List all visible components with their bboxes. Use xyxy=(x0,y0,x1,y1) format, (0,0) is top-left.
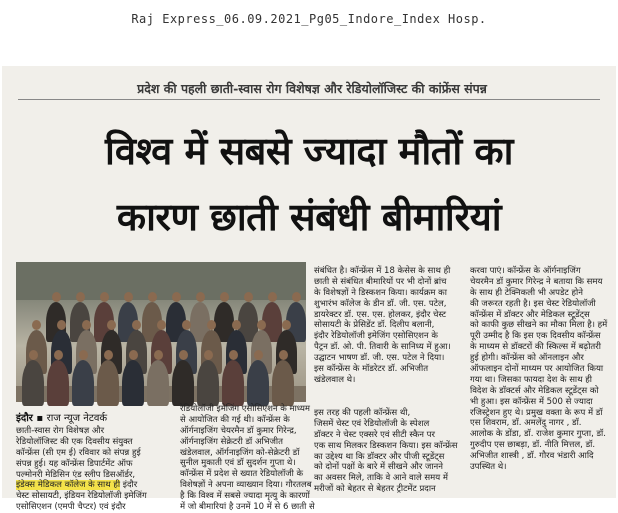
person-head xyxy=(154,350,163,360)
person-head xyxy=(148,292,157,302)
col4-line: गया था। जिसका फायदा देश के साथ ही xyxy=(470,374,592,385)
person-head xyxy=(104,350,113,360)
highlighted-text: इंडेक्स मेडिकल कॉलेज के साथ ही xyxy=(16,480,121,491)
col1-line: चेस्ट सोसायटी, इंडियन रेडियोलॉजी इमेजिंग xyxy=(16,491,147,502)
col1-highlight-line xyxy=(16,480,176,491)
col2b-line: का उद्देश्य था कि डॉक्टर और पीजी स्टूडेंट्स xyxy=(314,451,445,462)
person-head xyxy=(292,292,301,302)
column-3 xyxy=(180,404,315,513)
col4-line: अभिजीत शास्त्री , डॉ. गौरव भंडारी आदि xyxy=(470,451,594,462)
person-head xyxy=(29,350,38,360)
col3-line: में जो बीमारियां है उनमें 10 में से 6 छाती से xyxy=(180,502,315,513)
col3-line: विशेषज्ञों ने अपना व्याख्यान दिया। गौरतलब xyxy=(180,480,312,491)
col4-line: उपस्थित थे। xyxy=(470,462,507,473)
person-head xyxy=(196,292,205,302)
col3-line: सुनील मुकाती एवं डॉ सुदर्शन गुप्ता थे। xyxy=(180,458,296,469)
newspaper-clipping xyxy=(2,66,616,513)
document-caption: Raj Express_06.09.2021_Pg05_Indore_Index Hosp. xyxy=(131,12,487,26)
col1-line: पल्मोनरी मेडिसिन एंड स्लीप डिसऑर्डर, xyxy=(16,469,136,480)
column-2-lower xyxy=(314,408,464,495)
col2a-line: इंदौर रेडियोलॉजी इमेजिंग एसोसिएशन के xyxy=(314,331,438,342)
person-figure xyxy=(272,360,294,406)
col2b-line: जिसमें चेस्ट एवं रेडियोलॉजी के स्पेशल xyxy=(314,418,430,429)
col1-line: छाती-स्वास रोग विशेषज्ञ और xyxy=(16,426,105,436)
col4-line: के साथ ही टेक्निकली भी अपडेट होने xyxy=(470,287,583,298)
col4-line: विदेश के डॉक्टर्स और मेडिकल स्टूडेंट्स को xyxy=(470,385,599,396)
col2a-line: डायरेक्टर डॉ. एस. एस. होलकर, इंदौर चेस्ट xyxy=(314,309,447,320)
col2b-line: इस तरह की पहली कॉन्फ्रेंस थी, xyxy=(314,408,411,418)
person-figure xyxy=(97,360,119,406)
col2a-line: उद्घाटन भाषण डॉ. जी. एस. पटेल ने दिया। xyxy=(314,353,445,364)
person-head xyxy=(57,320,66,330)
col4-line: करवा पाएं। कॉन्फ्रेंस के ऑर्गनाइजिंग xyxy=(470,266,581,276)
col4-line: भी हुआ। इस कॉन्फ्रेंस में 500 से ज्यादा xyxy=(470,396,593,407)
col4-line: के माध्यम से डॉक्टरों की स्किल्स में बढ़ोतरी xyxy=(470,342,601,353)
person-head xyxy=(279,350,288,360)
person-head xyxy=(82,320,91,330)
col1-line: रेडियोलॉजिस्ट की एक दिवसीय संयुक्त xyxy=(16,436,133,447)
dateline-reporter: राज न्यूज नेटवर्क xyxy=(46,413,108,424)
col3-line: से आयोजित की गई थी। कॉन्फ्रेंस के xyxy=(180,414,290,425)
col4-line: ऑफलाइन दोनों माध्यम पर आयोजित किया xyxy=(470,364,604,375)
col4-line: आलोक के डोंडा, डॉ. राजेश कुमार गुप्ता, डॉ. xyxy=(470,429,606,440)
col2a-line: शुभारंभ कॉलेज के डीन डॉ. जी. एस. पटेल, xyxy=(314,298,447,309)
col2a-line: पैट्रन डॉ. ओ. पी. तिवारी के सानिध्य में हुआ। xyxy=(314,342,451,353)
col4-line: हुई होगी। कॉन्फ्रेंस को ऑनलाइन और xyxy=(470,353,584,364)
person-head xyxy=(100,292,109,302)
col1-line: संपन्न हुई। यह कॉन्फ्रेंस डिपार्टमेंट ऑफ xyxy=(16,458,133,469)
col2b-line: को दोनों पक्षों के बारे में सीखने और जानने xyxy=(314,462,443,473)
dateline-separator: ▪ xyxy=(36,413,47,424)
person-head xyxy=(257,320,266,330)
col2b-line: एक साथ मिलकर डिस्कशन किया। इस कॉन्फ्रेंस xyxy=(314,440,458,451)
col2b-line: मरीजों को बेहतर से बेहतर ट्रीटमेंट प्रदान xyxy=(314,484,436,495)
group-photo xyxy=(16,262,306,402)
person-head xyxy=(244,292,253,302)
person-head xyxy=(229,350,238,360)
headline-line-2: कारण छाती संबंधी बीमारियां xyxy=(116,195,502,239)
col2a-line: के विशेषज्ञों ने डिस्कशन किया। कार्यक्रम का xyxy=(314,287,447,298)
person-head xyxy=(207,320,216,330)
person-head xyxy=(79,350,88,360)
col4-line: गुरुदीप एस छाबड़ा, डॉ. नीति मित्तल, डॉ. xyxy=(470,440,596,451)
col3-line: खंडेलवाल, ऑर्गनाइजिंग को-सेक्रेटरी डॉ xyxy=(180,447,300,458)
col3-line: कॉन्फ्रेंस में प्रदेश से ख्यात रेडियोलॉजी के xyxy=(180,469,304,480)
col4-line: चेयरमैन डॉ कुमार गिरेन्द्र ने बताया कि समय xyxy=(470,276,603,287)
col3-line: ऑर्गनाइजिंग सेक्रेटरी डॉ अभिजीत xyxy=(180,436,283,447)
col4-line: की जरूरत रहती है। इस चेस्ट रेडियोलॉजी xyxy=(470,298,596,309)
person-head xyxy=(132,320,141,330)
person-figure xyxy=(122,360,144,406)
person-head xyxy=(268,292,277,302)
col2a-line: छाती से संबंधित बीमारियों पर भी दोनों ब्रांच xyxy=(314,276,447,287)
person-figure xyxy=(172,360,194,406)
dateline-place: इंदौर xyxy=(16,413,33,424)
person-head xyxy=(54,350,63,360)
person-head xyxy=(182,320,191,330)
person-head xyxy=(124,292,133,302)
col4-line: पूरी उम्मीद है कि इस एक दिवसीय कॉन्फ्रेंस xyxy=(470,331,601,342)
person-head xyxy=(129,350,138,360)
column-4 xyxy=(470,266,610,473)
col4-line: एस शिवराम, डॉ. अमलेंदु नागर , डॉ. xyxy=(470,418,582,429)
col2a-line: इस कॉन्फ्रेंस के मॉडरेटर डॉ. अभिजीत xyxy=(314,364,429,375)
person-figure xyxy=(147,360,169,406)
column-2-upper xyxy=(314,266,464,386)
person-figure xyxy=(222,360,244,406)
person-head xyxy=(107,320,116,330)
headline-line-1: विश्व में सबसे ज्यादा मौतों का xyxy=(105,129,513,173)
col3-line: रेडियोलॉजी इमेजिंग एसोसिएशन के माध्यम xyxy=(180,404,311,414)
kicker-divider xyxy=(18,99,600,100)
col1-line: एसोसिएशन (एमपी चैप्टर) एवं इंदौर xyxy=(16,502,126,513)
person-head xyxy=(220,292,229,302)
person-head xyxy=(157,320,166,330)
col2b-line: का अवसर मिले, ताकि वे आने वाले समय में xyxy=(314,473,448,484)
col1-line-rest: इंदौर xyxy=(120,480,138,491)
person-head xyxy=(172,292,181,302)
article-kicker: प्रदेश की पहली छाती-स्वास रोग विशेषज्ञ और रेडियोलॉजिस्ट की कांफ्रेंस संपन्न xyxy=(137,81,487,96)
person-head xyxy=(179,350,188,360)
column-1 xyxy=(16,426,176,513)
person-head xyxy=(232,320,241,330)
person-head xyxy=(52,292,61,302)
person-figure xyxy=(47,360,69,406)
person-head xyxy=(254,350,263,360)
person-figure xyxy=(72,360,94,406)
col4-line: को काफी कुछ सीखने का मौका मिला है। हमें xyxy=(470,320,608,331)
person-figure xyxy=(22,360,44,406)
person-head xyxy=(204,350,213,360)
col3-line: है कि विश्व में सबसे ज्यादा मृत्यु के कारणों xyxy=(180,491,310,502)
person-figure xyxy=(247,360,269,406)
person-head xyxy=(32,320,41,330)
person-figure xyxy=(197,360,219,406)
person-head xyxy=(76,292,85,302)
col2a-line: सोसायटी के प्रेसिडेंट डॉ. दिलीप बलानी, xyxy=(314,320,435,331)
col2b-line: डॉक्टर ने चेस्ट एक्सरे एवं सीटी स्कैन पर xyxy=(314,429,435,440)
col1-line: कॉन्फ्रेंस (सी एम ई) रविवार को संपन्न हुई xyxy=(16,447,141,458)
col3-line: ऑर्गनाइजिंग चेयरमैन डॉ कुमार गिरेन्द्र, xyxy=(180,425,297,436)
col2a-line: संबंधित है। कॉन्फ्रेंस में 18 केसेस के साथ ही xyxy=(314,266,451,276)
person-head xyxy=(282,320,291,330)
col4-line: कॉन्फ्रेंस में डॉक्टर और मेडिकल स्टूडेंट्स xyxy=(470,309,590,320)
dateline xyxy=(16,410,107,424)
col4-line: रजिस्ट्रेशन हुए थे। प्रमुख वक्ता के रूप में डॉ xyxy=(470,407,603,418)
col2a-line: खंडेलवाल थे। xyxy=(314,374,356,385)
